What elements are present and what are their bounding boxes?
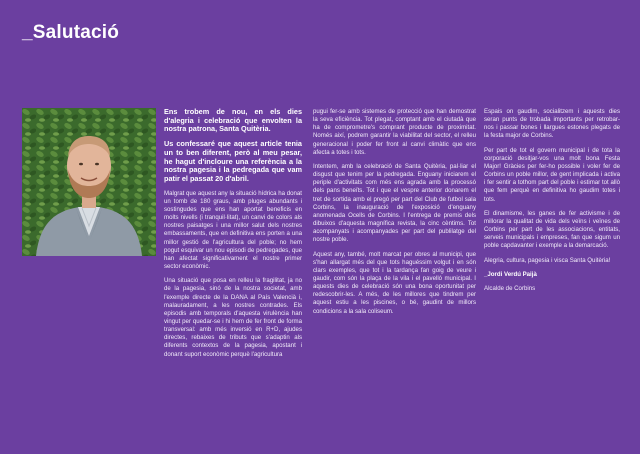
signature-name: _Jordi Verdú Paijà: [484, 270, 537, 278]
highlight-paragraph: Us confessaré que aquest article tenia un to ben diferent, però al meu pesar, he hagut d'incloure una referència a la nostra pagesia i la pedregada que vam patir el passat 20 d'abril.: [164, 139, 302, 183]
body-paragraph: Per part de tot el govern municipal i de tota la corporació desitjar-vos una molt bona Festa Major! Gràcies per fer-ho possible i voler fer de Corbins un poble millor, de gent implicada i activa i fer sentir a tothom part del poble i estimar tot allò que fem perquè en definitiva ho gaudim totes i tots.: [484, 146, 620, 203]
closing-paragraph: Alegria, cultura, pagesia i visca Santa Quitèria!: [484, 256, 611, 264]
body-paragraph: pugui fer-se amb sistemes de protecció que han demostrat la seva eficiència. Tot plegat, comptant amb el ciutadà que ha de comprometre's comprant producte de proximitat. Només així, podrem garantir la viabilitat del sector, el relleu generacional i poder fer front al canvi climàtic que ens afecta a totes i tots.: [313, 108, 476, 156]
signature: [484, 271, 620, 293]
body-paragraph: Malgrat que aquest any la situació hídrica ha donat un tomb de 180 graus, amb pluges abundants i sostingudes que ens han aportat beneficis en molts nivells (i tranquil·litat), un canvi de colors als nostres paisatges i una millor salut dels nostres embassaments, que en definitiva ens porten a una millor gestió de l'agricultura del poble; no hem pogut esquivar un nou episodi de pedregades, que han afectat significativament el nostre primer sector econòmic.: [164, 189, 302, 271]
mayor-portrait-photo: [22, 108, 156, 256]
body-paragraph: Una situació que posa en relleu la fragilitat, ja no de la pagesia, sinó de la nostra societat, amb l'exemple directe de la DANA al País Valencià i, malauradament, a les nostres contrades. Els episodis amb temporals d'aquesta virulència han vingut per quedar-se i hi hem de fer front de forma transversal: amb més inversió en R+D, ajudes directes, rebaixes de tributs que s'adaptin als diferents contextos de la pagesia, apostant i donant suport econòmic perquè l'agricultura: [164, 277, 302, 358]
signature-role: Alcalde de Corbins: [484, 284, 536, 292]
article-column-3: [484, 108, 620, 299]
page-title: _Salutació: [22, 22, 120, 43]
body-paragraph: Intentem, amb la celebració de Santa Quitèria, pal·liar el disgust que tenim per la pedregada. Enguany iniciarem el periple d'activitats com més ens agrada amb la processó dels pans beneïts. Tot i que el vespre anterior donarem el tret de sortida amb el pregó per part del Club de futbol sala Corbins, la inauguració de l'exposició d'enguany anomenada Ocells de Corbins. I l'entrega de premis dels dibuixos d'aquesta magnífica revista, la cinc cèntims. Tot acompanyats i acompanyades per part del publilatge del nostre poble.: [313, 162, 476, 244]
article-column-1: [164, 108, 302, 365]
intro-paragraph: Ens trobem de nou, en els dies d'alegria i celebració que envolten la nostra patrona, Santa Quitèria.: [164, 107, 302, 134]
article-column-2: [313, 108, 476, 322]
body-paragraph: Aquest any, també, molt marcat per obres al municipi, que s'han allargat més del que tots haguéssim volgut i en són clars exemples, que tot i la tardança fan goig de veure i gaudir, com són la plaça de la vila i el pavelló municipal. I aquests dies de celebració són una bona oportunitat per redescobrir-les. A més, de les millores que tindrem per aquest estiu a les piscines, o bé, gaudint de millors condicions a la sala coliseum.: [313, 250, 476, 315]
body-paragraph: El dinamisme, les ganes de fer activisme i de millorar la qualitat de vida dels veïns i veïnes de Corbins per part de les associacions, entitats, serveis municipals i empreses, fan que sigum un poble capdavanter i exemple a la demarcació.: [484, 209, 620, 250]
body-paragraph: Espais on gaudim, socialitzem i aquests dies seran punts de trobada importants per retrobar-nos i passar bones i llargues estones plegats de la festa major de Corbins.: [484, 108, 620, 140]
